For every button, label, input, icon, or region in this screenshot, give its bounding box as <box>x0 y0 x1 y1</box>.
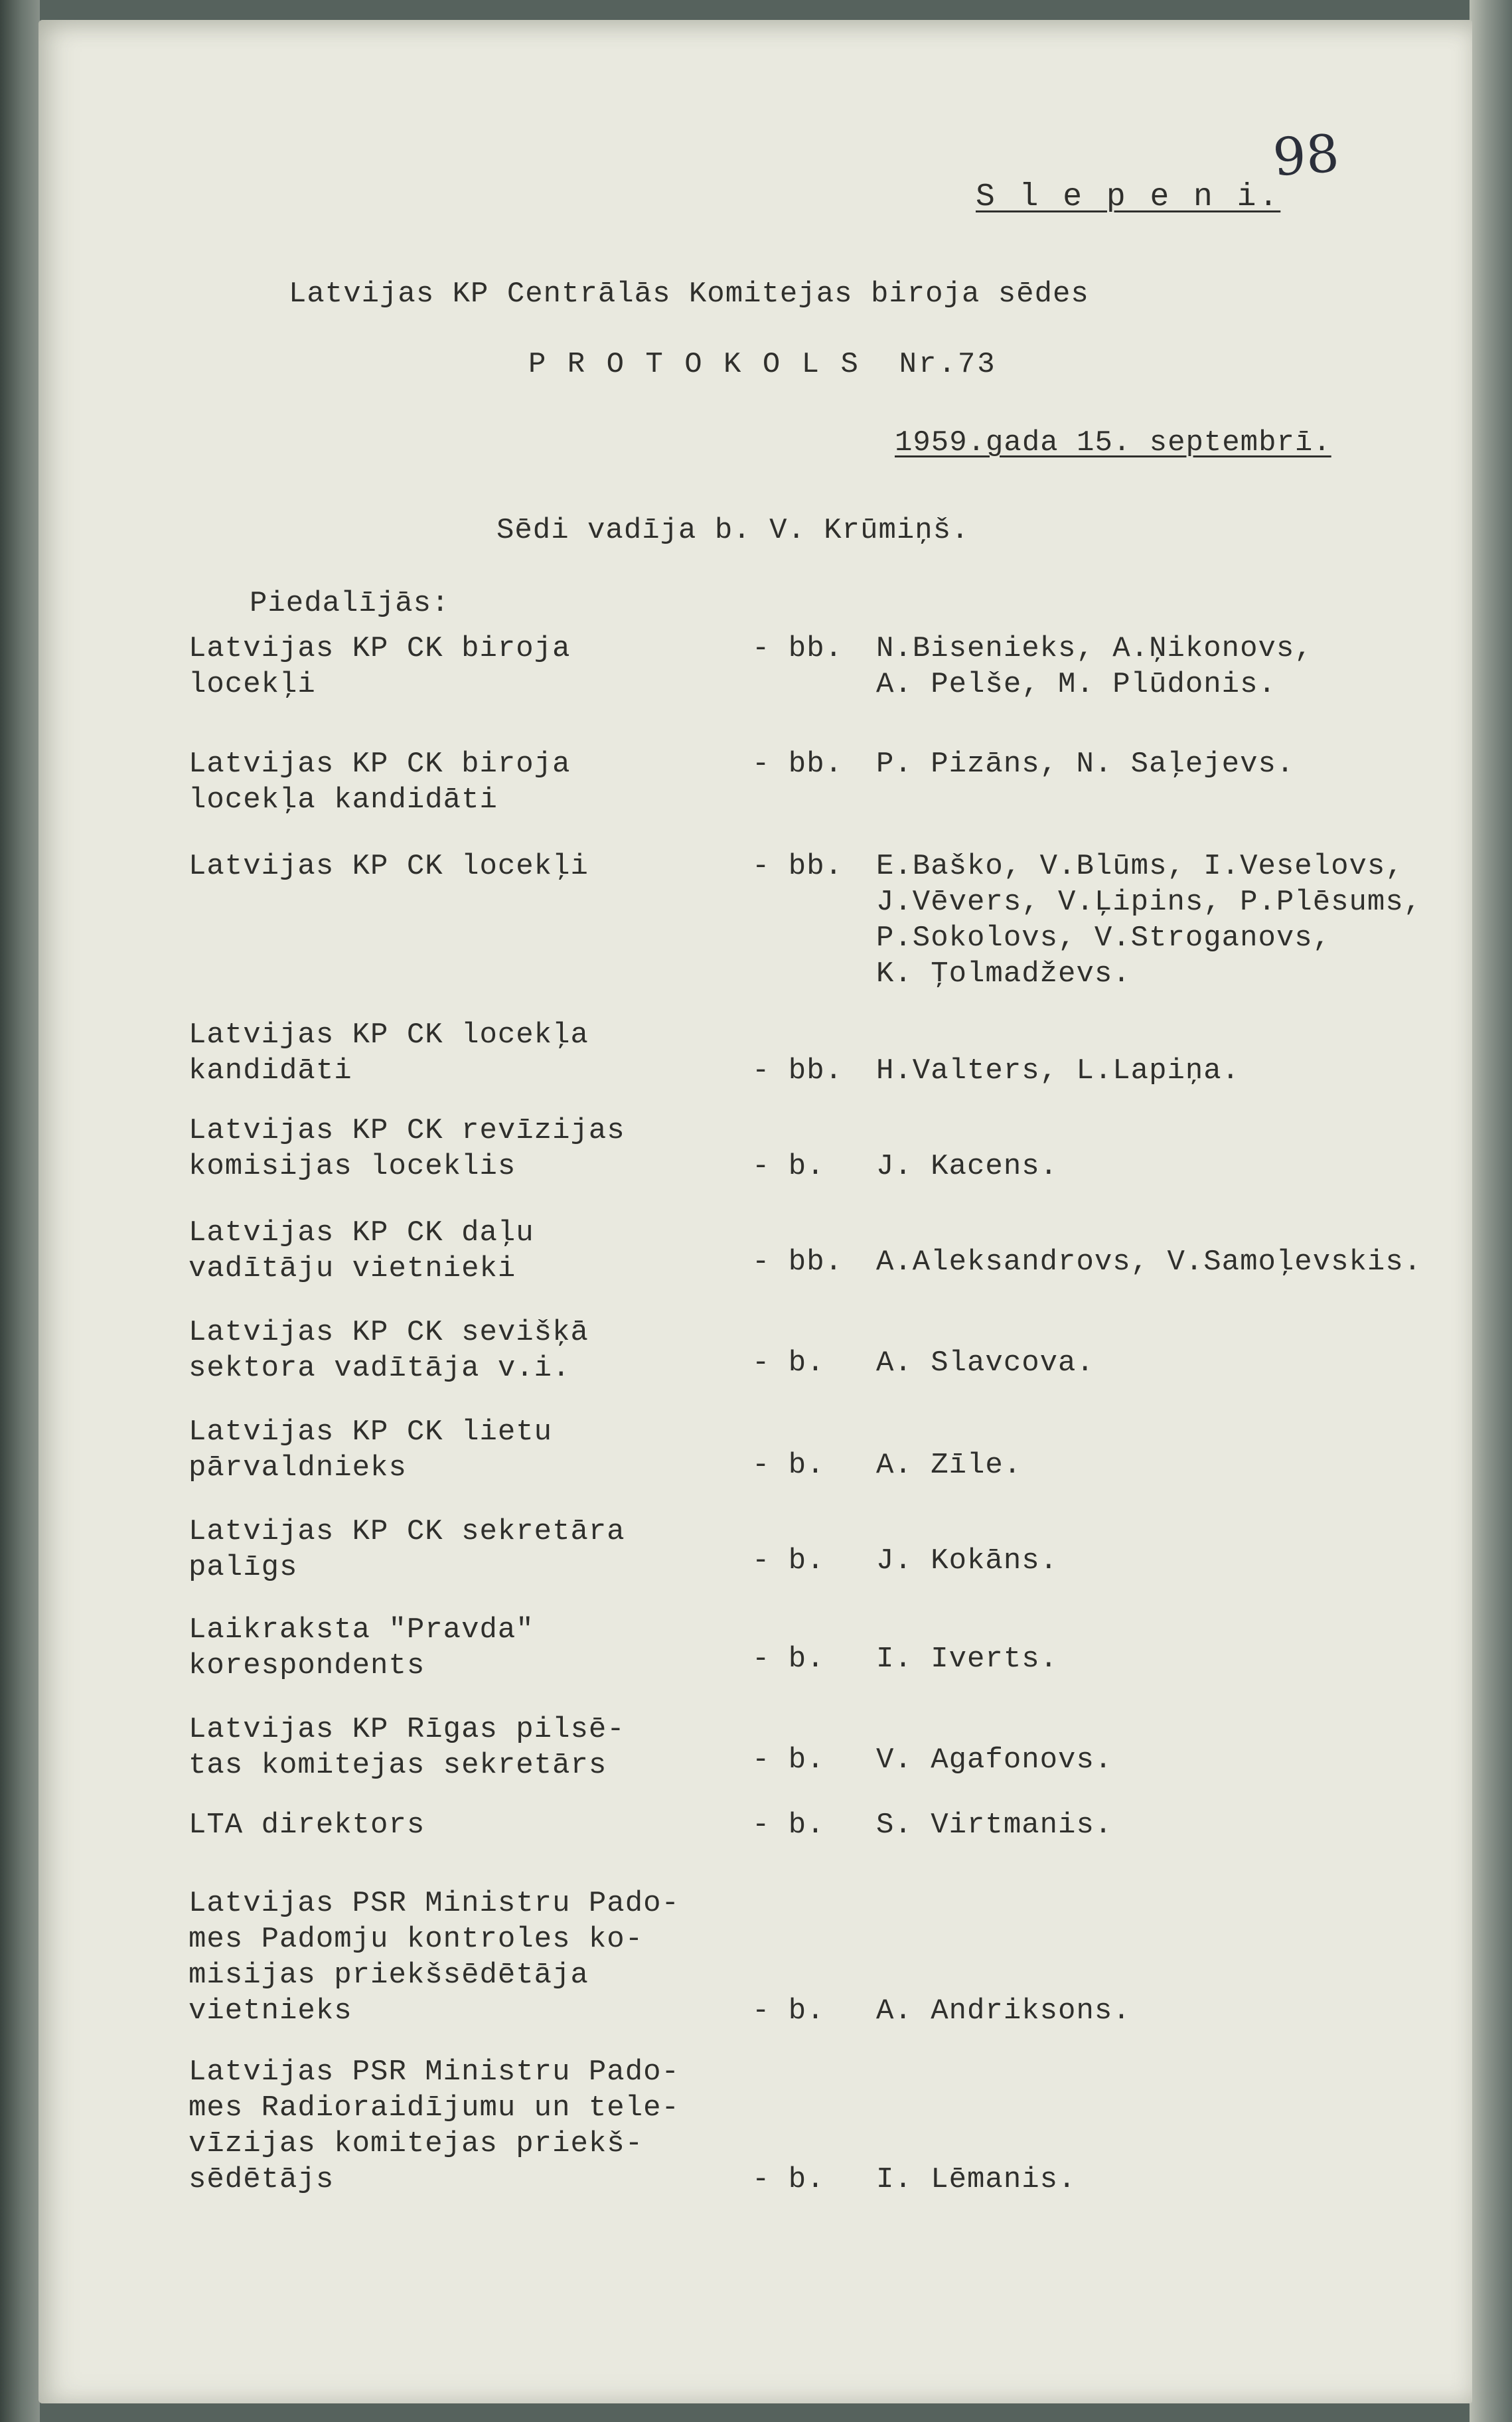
meeting-chair: Sēdi vadīja b. V. Krūmiņš. <box>496 514 970 547</box>
attendee-role: Latvijas KP CK sekretāra <box>189 1515 625 1548</box>
attendee-names: P. Pizāns, N. Saļejevs. <box>876 748 1295 781</box>
attendee-names: A. Andriksons. <box>876 1994 1131 2028</box>
attendee-role: Latvijas PSR Ministru Pado- <box>189 2056 680 2089</box>
attendee-names: E.Baško, V.Blūms, I.Veselovs, <box>876 850 1404 883</box>
attendee-role: vietnieks <box>189 1994 352 2028</box>
attendee-prefix: - b. <box>752 1150 825 1183</box>
attendee-role: Latvijas KP CK lietu <box>189 1415 553 1449</box>
attendee-role: LTA direktors <box>189 1809 425 1842</box>
attendee-names: K. Ţolmadževs. <box>876 957 1131 991</box>
attendee-names: N.Bisenieks, A.Ņikonovs, <box>876 632 1313 665</box>
attendee-role: mes Radioraidījumu un tele- <box>189 2091 680 2125</box>
protocol-title: P R O T O K O L S Nr.73 <box>528 348 997 381</box>
attendee-names: I. Lēmanis. <box>876 2163 1077 2196</box>
attendee-role: korespondents <box>189 1649 425 1682</box>
attendee-prefix: - b. <box>752 1994 825 2028</box>
attendee-role: sektora vadītāja v.i. <box>189 1352 571 1385</box>
attendee-role: tas komitejas sekretārs <box>189 1749 607 1782</box>
attendee-role: Latvijas KP CK biroja <box>189 632 571 665</box>
attendee-prefix: - bb. <box>752 748 844 781</box>
attendee-names: A. Slavcova. <box>876 1346 1095 1380</box>
attendee-role: Laikraksta "Pravda" <box>189 1613 534 1647</box>
attendee-prefix: - bb. <box>752 1054 844 1088</box>
attendee-role: palīgs <box>189 1551 298 1584</box>
attendee-role: mes Padomju kontroles ko- <box>189 1923 644 1956</box>
attendee-names: A. Pelše, M. Plūdonis. <box>876 668 1276 701</box>
attendance-heading: Piedalījās: <box>250 587 450 620</box>
attendee-names: S. Virtmanis. <box>876 1809 1113 1842</box>
classification-stamp: S l e p e n i. <box>976 179 1281 215</box>
folio-number: 98 <box>1270 123 1341 189</box>
stacked-pages-edge <box>1470 0 1512 2422</box>
attendee-role: sēdētājs <box>189 2163 335 2196</box>
attendee-role: vadītāju vietnieki <box>189 1252 516 1285</box>
attendee-role: Latvijas KP CK sevišķā <box>189 1316 589 1349</box>
attendee-prefix: - b. <box>752 1643 825 1676</box>
attendee-role: vīzijas komitejas priekš- <box>189 2127 644 2160</box>
attendee-role: pārvaldnieks <box>189 1451 407 1485</box>
attendee-names: P.Sokolovs, V.Stroganovs, <box>876 922 1331 955</box>
attendee-names: H.Valters, L.Lapiņa. <box>876 1054 1241 1088</box>
attendee-role: Latvijas KP CK biroja <box>189 748 571 781</box>
attendee-prefix: - bb. <box>752 1246 844 1279</box>
attendee-names: A. Zīle. <box>876 1449 1022 1482</box>
attendee-prefix: - bb. <box>752 632 844 665</box>
attendee-prefix: - b. <box>752 1449 825 1482</box>
attendee-names: J.Vēvers, V.Ļipins, P.Plēsums, <box>876 886 1422 919</box>
attendee-role: komisijas loceklis <box>189 1150 516 1183</box>
attendee-prefix: - bb. <box>752 850 844 883</box>
organization-line: Latvijas KP Centrālās Komitejas biroja sēdes <box>289 278 1089 311</box>
attendee-role: Latvijas PSR Ministru Pado- <box>189 1887 680 1920</box>
attendee-prefix: - b. <box>752 1743 825 1777</box>
meeting-date: 1959.gada 15. septembrī. <box>895 426 1331 459</box>
attendee-role: locekļi <box>189 668 316 701</box>
attendee-role: Latvijas KP CK locekļi <box>189 850 589 883</box>
attendee-names: J. Kacens. <box>876 1150 1059 1183</box>
attendee-role: Latvijas KP Rīgas pilsē- <box>189 1713 625 1746</box>
attendee-prefix: - b. <box>752 1809 825 1842</box>
attendee-names: A.Aleksandrovs, V.Samoļevskis. <box>876 1246 1422 1279</box>
attendee-role: misijas priekšsēdētāja <box>189 1959 589 1992</box>
binder-edge <box>0 0 40 2422</box>
attendee-role: Latvijas KP CK locekļa <box>189 1018 589 1052</box>
attendee-role: locekļa kandidāti <box>189 783 498 817</box>
attendee-role: Latvijas KP CK revīzijas <box>189 1114 625 1147</box>
attendee-names: J. Kokāns. <box>876 1544 1059 1577</box>
attendee-names: V. Agafonovs. <box>876 1743 1113 1777</box>
attendee-prefix: - b. <box>752 1346 825 1380</box>
attendee-role: Latvijas KP CK daļu <box>189 1216 534 1250</box>
attendee-role: kandidāti <box>189 1054 352 1088</box>
attendee-names: I. Iverts. <box>876 1643 1059 1676</box>
attendee-prefix: - b. <box>752 2163 825 2196</box>
document-page <box>38 20 1472 2403</box>
attendee-prefix: - b. <box>752 1544 825 1577</box>
